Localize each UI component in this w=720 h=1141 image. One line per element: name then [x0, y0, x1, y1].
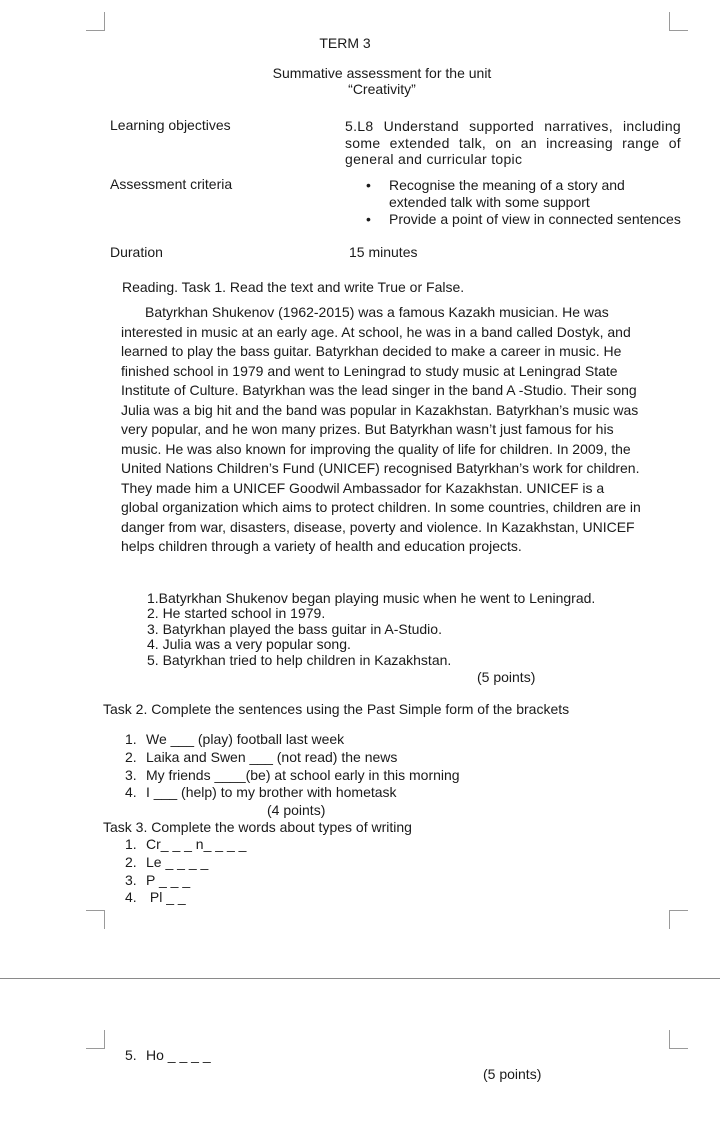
statement-item: 4. Julia was a very popular song.: [147, 636, 351, 653]
statement-item: 5. Batyrkhan tried to help children in Kazakhstan.: [147, 651, 452, 668]
task3-points: (5 points): [483, 1066, 542, 1082]
task3-item-5: 5. Ho _ _ _ _: [125, 1047, 211, 1063]
corner-mark-top-left-page2: [86, 1030, 105, 1049]
list-item: 3. My friends ____(be) at school early in this morning: [125, 766, 460, 783]
list-item: 2. Laika and Swen ___ (not read) the news: [125, 748, 398, 765]
statement-item: 3. Batyrkhan played the bass guitar in A-Studio.: [147, 620, 442, 637]
assessment-subtitle: Summative assessment for the unit: [272, 65, 492, 81]
list-item: 2. Le _ _ _ _: [125, 853, 209, 870]
task2-title: Task 2. Complete the sentences using the Past Simple form of the brackets: [103, 701, 570, 717]
reading-passage: [121, 303, 641, 557]
task3-list: [125, 836, 425, 907]
learning-objectives-label: Learning objectives: [110, 117, 231, 133]
corner-mark-bottom-right: [669, 910, 688, 929]
passage-body: (1962-2015) was a famous Kazakh musician. He was interested in music at an early age. At school, he was in a band called Dostyk, and learned to play the bass guitar. Batyrkhan decided to make a career in music. He finished school in 1979 and went to Leningrad to study music at Leningrad State Institute of Culture. Batyrkhan was the lead singer in the band A -Studio. Their song Julia was a big hit and the band was popular in Kazakhstan. Batyrkhan’s music was very popular, and he won many prizes. But Batyrkhan wasn’t just famous for his music. He was also known for improving the quality of life for children. In 2009, the United Nations Children’s Fund (UNICEF) recognised Batyrkhan’s work for children. They made him a UNICEF Goodwil Ambassador for Kazakhstan. UNICEF is a global organization which aims to protect children. In some countries, children are in danger from war, disasters, disease, poverty and violence. In Kazakhstan, UNICEF helps children through a variety of health and education projects.: [121, 304, 641, 554]
criteria-item: • Recognise the meaning of a story and extended talk with some support: [366, 177, 649, 211]
passage-subject-name: Batyrkhan Shukenov: [145, 304, 275, 320]
task1-title: Reading. Task 1. Read the text and write True or False.: [122, 279, 465, 295]
assessment-criteria-list: [366, 177, 706, 228]
assessment-criteria-label: Assessment criteria: [110, 176, 233, 192]
corner-mark-bottom-left: [86, 910, 105, 929]
duration-label: Duration: [110, 244, 163, 260]
task2-points: (4 points): [267, 802, 326, 818]
term-heading: TERM 3: [319, 35, 371, 51]
statement-item: 2. He started school in 1979.: [147, 605, 326, 622]
corner-mark-top-left: [86, 12, 105, 31]
unit-title: “Creativity”: [348, 81, 416, 97]
statement-item: 1.Batyrkhan Shukenov began playing music when he went to Leningrad.: [147, 590, 596, 606]
corner-mark-top-right-page2: [669, 1030, 688, 1049]
task2-list: [125, 731, 575, 802]
task1-points: (5 points): [477, 669, 536, 685]
true-false-statements: [147, 591, 647, 668]
page-separator: [0, 978, 720, 979]
criteria-item: • Provide a point of view in connected sentences: [366, 211, 706, 228]
list-item: 4. Pl _ _: [125, 889, 186, 906]
task3-title: Task 3. Complete the words about types of writing: [103, 819, 412, 835]
list-item: 4. I ___ (help) to my brother with hometask: [125, 784, 397, 801]
list-item: 1. We ___ (play) football last week: [125, 731, 345, 747]
corner-mark-top-right: [669, 12, 688, 31]
learning-objectives-value: 5.L8 Understand supported narratives, including some extended talk, on an increasing range of general and curricular topic: [345, 118, 681, 167]
list-item: 3. P _ _ _: [125, 871, 191, 888]
list-item: 1. Cr_ _ _ n_ _ _ _: [125, 836, 247, 852]
duration-value: 15 minutes: [349, 244, 418, 260]
